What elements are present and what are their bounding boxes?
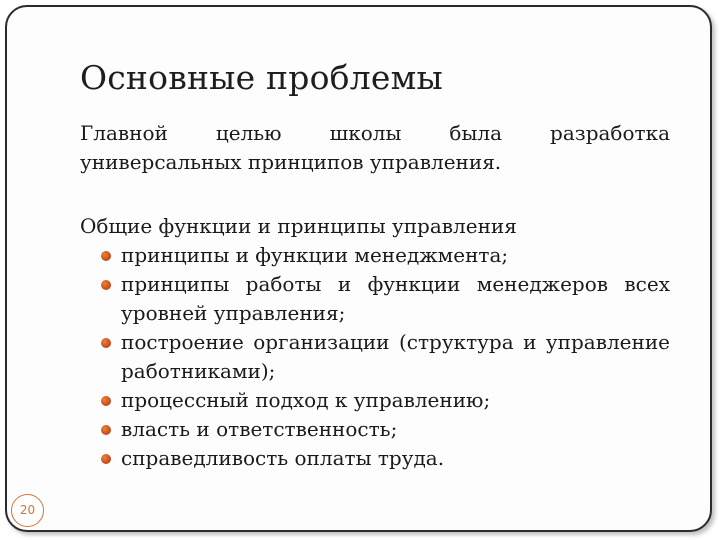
list-item bbox=[80, 241, 670, 270]
list-item-text: построение организации (структура и управление работниками); bbox=[121, 330, 670, 383]
principles-list bbox=[80, 241, 670, 473]
list-item-text: принципы и функции менеджмента; bbox=[121, 243, 509, 267]
bullet-dot-icon bbox=[101, 396, 111, 406]
list-item bbox=[80, 328, 670, 386]
principles-section bbox=[80, 212, 670, 473]
bullet-dot-icon bbox=[101, 251, 111, 261]
list-item bbox=[80, 415, 670, 444]
list-item-text: справедливость оплаты труда. bbox=[121, 446, 445, 470]
section-heading: Общие функции и принципы управления bbox=[80, 214, 517, 238]
bullet-dot-icon bbox=[101, 280, 111, 290]
list-item-text: власть и ответственность; bbox=[121, 417, 398, 441]
list-item-text: принципы работы и функции менеджеров всех уровней управления; bbox=[121, 272, 670, 325]
slide-title: Основные проблемы bbox=[80, 58, 443, 97]
bullet-dot-icon bbox=[101, 338, 111, 348]
list-item-text: процессный подход к управлению; bbox=[121, 388, 491, 412]
list-item bbox=[80, 444, 670, 473]
bullet-dot-icon bbox=[101, 454, 111, 464]
bullet-dot-icon bbox=[101, 425, 111, 435]
intro-paragraph: Главной целью школы была разработка универсальных принципов управления. bbox=[80, 121, 670, 174]
list-item bbox=[80, 386, 670, 415]
list-item bbox=[80, 270, 670, 328]
page-number-badge: 20 bbox=[11, 494, 44, 527]
